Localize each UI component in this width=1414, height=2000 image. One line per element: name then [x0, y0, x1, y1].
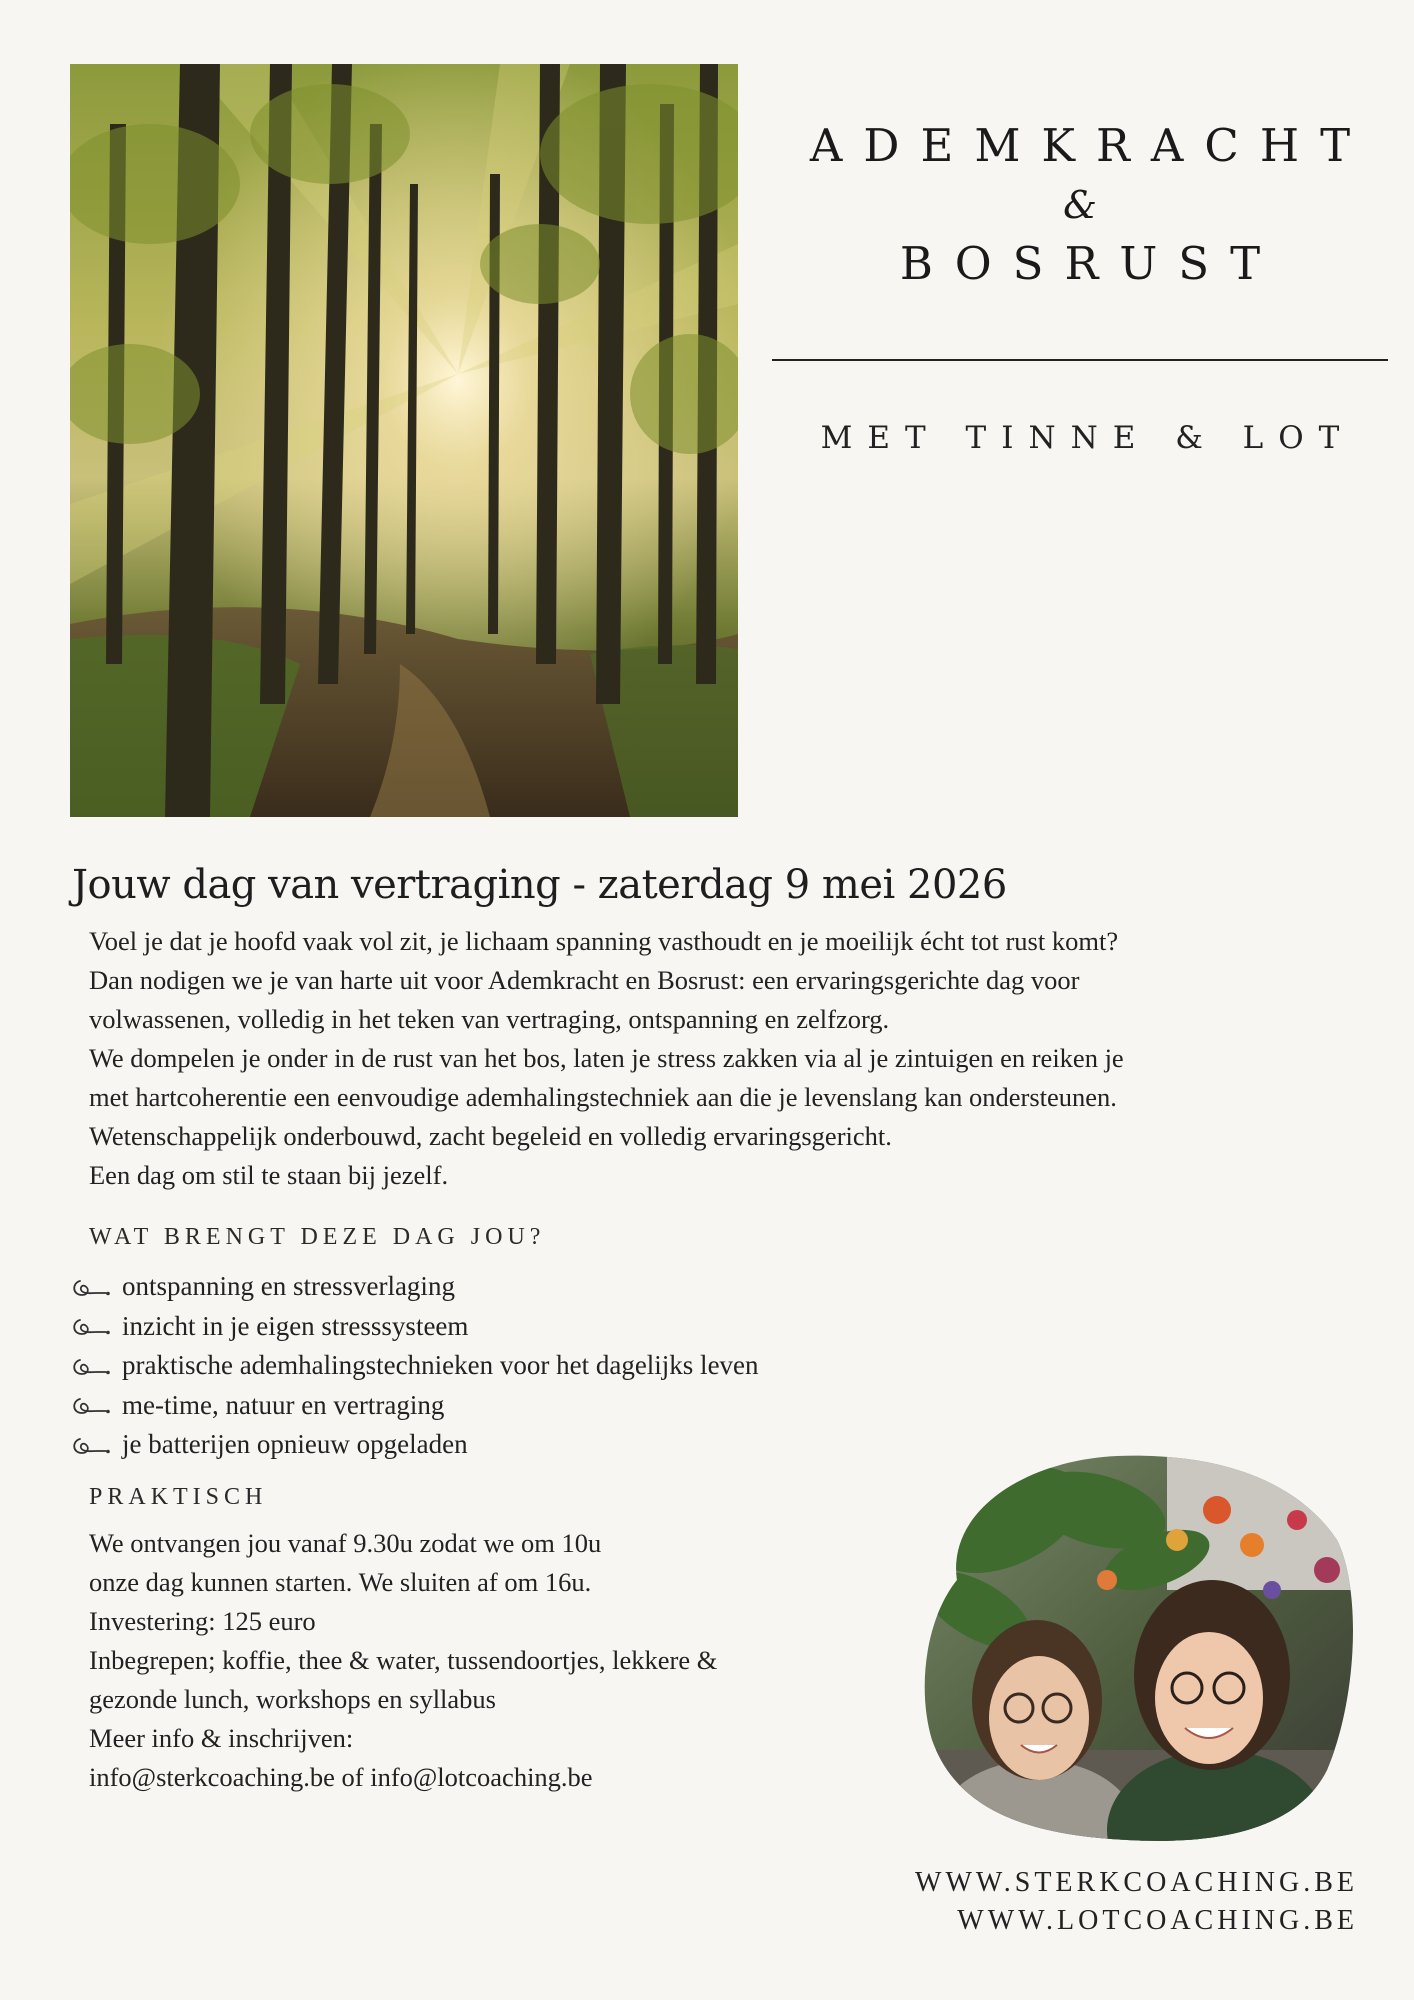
list-item: [70, 1425, 759, 1465]
benefits-title: WAT BRENGT DEZE DAG JOU?: [89, 1224, 546, 1250]
websites: [915, 1864, 1358, 1940]
intro-line: Dan nodigen we je van harte uit voor Ademkracht en Bosrust: een ervaringsgerichte dag voor: [89, 965, 1080, 995]
practical-line: gezonde lunch, workshops en syllabus: [89, 1684, 496, 1714]
intro-line: Wetenschappelijk onderbouwd, zacht begeleid en volledig ervaringsgericht.: [89, 1121, 892, 1151]
swirl-heart-icon: [70, 1312, 112, 1340]
intro-line: Voel je dat je hoofd vaak vol zit, je lichaam spanning vasthoudt en je moeilijk écht tot rust komt?: [89, 926, 1119, 956]
title-ampersand: &: [1063, 183, 1097, 227]
event-heading: Jouw dag van vertraging - zaterdag 9 mei 2026: [72, 862, 1007, 908]
practical-line: Inbegrepen; koffie, thee & water, tussendoortjes, lekkere &: [89, 1645, 718, 1675]
practical-line: Investering: 125 euro: [89, 1606, 316, 1636]
website-link-lotcoaching[interactable]: WWW.LOTCOACHING.BE: [957, 1905, 1358, 1936]
benefit-text: praktische ademhalingstechnieken voor het dagelijks leven: [122, 1350, 759, 1381]
swirl-heart-icon: [70, 1431, 112, 1459]
website-link-sterkcoaching[interactable]: WWW.STERKCOACHING.BE: [915, 1867, 1358, 1898]
title-ademkracht: ADEMKRACHT: [809, 119, 1372, 172]
subtitle-hosts: MET TINNE & LOT: [820, 420, 1355, 456]
forest-photo: [70, 64, 738, 817]
title-divider: [772, 359, 1388, 361]
benefit-text: inzicht in je eigen stresssysteem: [122, 1310, 469, 1341]
list-item: [70, 1386, 759, 1426]
intro-line: volwassenen, volledig in het teken van vertraging, ontspanning en zelfzorg.: [89, 1004, 890, 1034]
hosts-photo: [917, 1450, 1359, 1842]
intro-text: [89, 922, 1349, 1195]
benefit-text: je batterijen opnieuw opgeladen: [122, 1429, 468, 1460]
benefit-text: me-time, natuur en vertraging: [122, 1389, 445, 1420]
swirl-heart-icon: [70, 1391, 112, 1419]
event-title: [770, 120, 1390, 290]
list-item: [70, 1346, 759, 1386]
benefits-list: [70, 1267, 759, 1465]
practical-line: onze dag kunnen starten. We sluiten af om 16u.: [89, 1567, 592, 1597]
list-item: [70, 1267, 759, 1307]
title-bosrust: BOSRUST: [899, 237, 1282, 290]
practical-info: [89, 1524, 849, 1797]
intro-line: met hartcoherentie een eenvoudige ademhalingstechniek aan die je levenslang kan ondersteunen.: [89, 1082, 1117, 1112]
intro-line: Een dag om stil te staan bij jezelf.: [89, 1160, 449, 1190]
swirl-heart-icon: [70, 1273, 112, 1301]
practical-title: PRAKTISCH: [89, 1484, 268, 1510]
contact-emails[interactable]: info@sterkcoaching.be of info@lotcoaching.be: [89, 1762, 593, 1792]
swirl-heart-icon: [70, 1352, 112, 1380]
benefit-text: ontspanning en stressverlaging: [122, 1271, 455, 1302]
list-item: [70, 1307, 759, 1347]
intro-line: We dompelen je onder in de rust van het bos, laten je stress zakken via al je zintuigen en reiken je: [89, 1043, 1124, 1073]
practical-line: Meer info & inschrijven:: [89, 1723, 354, 1753]
practical-line: We ontvangen jou vanaf 9.30u zodat we om 10u: [89, 1528, 602, 1558]
